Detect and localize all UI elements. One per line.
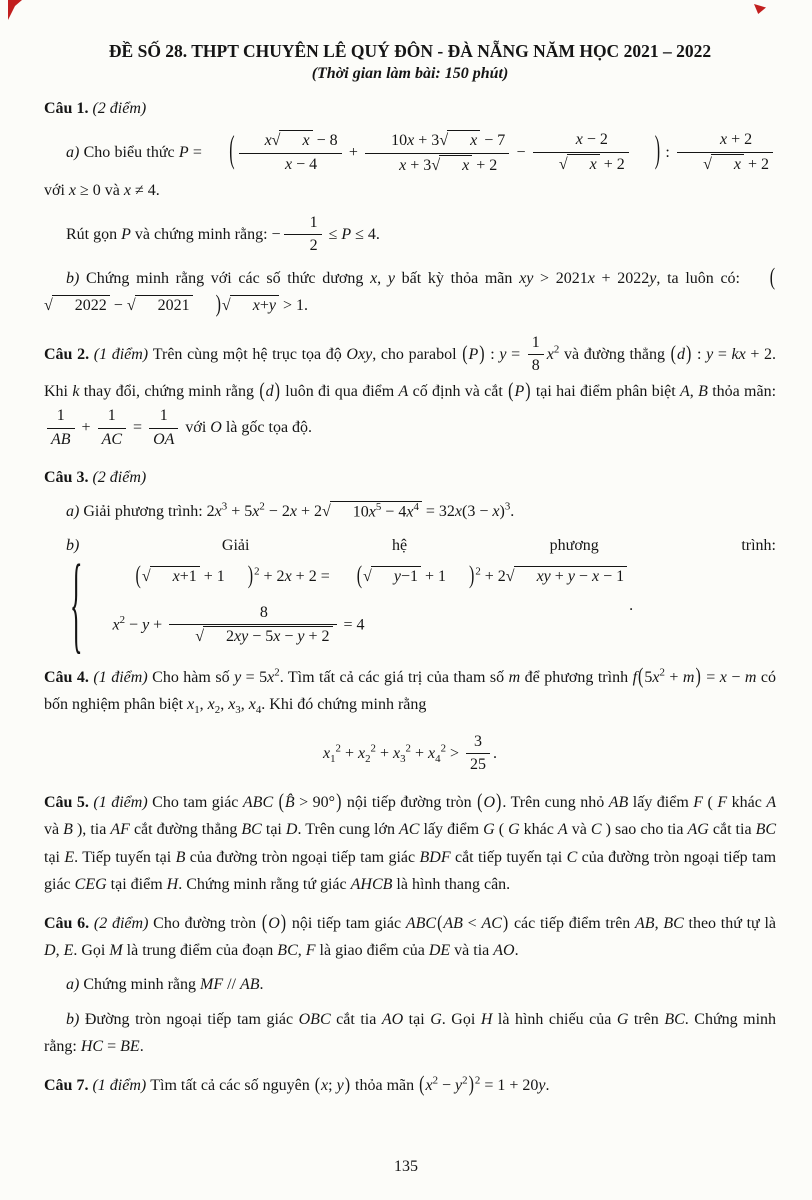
square-root: √ x+y — [222, 297, 279, 314]
math-var: MF — [200, 976, 224, 994]
fraction: $\frac{8}{√ 2xy - 5x - y + 2}$ — [169, 603, 336, 649]
math-var: AB — [240, 976, 260, 994]
superscript: 4 — [413, 500, 419, 513]
math-var: AB — [635, 915, 655, 932]
subscript: 3 — [235, 704, 241, 717]
math-var: x — [492, 503, 500, 521]
math-var: O — [268, 915, 280, 932]
big-delimiter: ) — [469, 561, 475, 589]
cau6b: b) Đường tròn ngoại tiếp tam giác OBC cắt tia AO tại G. Gọi H là hình chiếu của G trên BC. Chứng minh rằng: HC = BE. — [44, 1010, 777, 1055]
math-var: B — [698, 383, 708, 401]
superscript: 2 — [405, 742, 411, 755]
math-var: x — [546, 345, 554, 363]
math-var: y — [455, 1076, 463, 1094]
italic-text: b) — [66, 1010, 85, 1028]
italic-text: (1 điểm) — [93, 345, 153, 363]
math-var: x — [357, 744, 366, 762]
math-var: x — [248, 696, 256, 714]
cau7: Câu 7. (1 điểm) Tìm tất cả các số nguyên (x; y) thỏa mãn $(x^2 - y^2)^2 = 1 + 20y$. — [44, 1072, 776, 1099]
math-var: M — [109, 942, 123, 960]
fraction: $\frac{10x + 3√ x - 7}{x + 3√ x + 2}$ — [365, 130, 509, 177]
math-var: x — [719, 131, 728, 149]
math-var: x — [575, 131, 583, 149]
math-var: A — [766, 794, 777, 812]
math-var: OA — [153, 431, 175, 449]
big-delimiter: ( — [769, 265, 776, 291]
cau3-header — [44, 464, 776, 491]
big-delimiter: ( — [261, 912, 268, 935]
math-var: DE — [428, 942, 451, 960]
superscript: 2 — [659, 666, 665, 679]
big-delimiter: ) — [686, 342, 692, 365]
math-var: A — [557, 821, 568, 839]
big-delimiter: ( — [437, 913, 443, 934]
page-number: 135 — [394, 1158, 418, 1175]
math-var: BE — [120, 1037, 140, 1055]
math-var: y — [649, 270, 657, 288]
math-var: x — [587, 270, 595, 288]
math-var: m — [682, 669, 695, 687]
corner-marker-icon — [754, 4, 766, 14]
math-var: P — [178, 143, 189, 161]
math-var: HC — [80, 1037, 104, 1055]
math-var: kx — [731, 345, 746, 363]
math-var: y — [567, 567, 575, 585]
math-var: P — [341, 225, 352, 243]
superscript: 2 — [474, 1074, 481, 1087]
math-var: x — [470, 131, 478, 149]
italic-text: (2 điểm) — [92, 99, 147, 117]
math-var: Oxy — [346, 345, 373, 363]
math-var: B̂ — [284, 794, 295, 812]
big-delimiter: ) — [280, 912, 287, 935]
math-var: xy — [233, 628, 249, 646]
subscript: 2 — [365, 752, 371, 765]
italic-text: b) — [66, 537, 222, 555]
math-var: x — [289, 503, 297, 521]
square-root: √ x — [272, 132, 313, 149]
math-var: AO — [381, 1010, 404, 1028]
italic-text: (1 điểm) — [92, 1076, 151, 1094]
math-var: AG — [687, 821, 709, 839]
math-var: G — [483, 821, 495, 839]
big-delimiter: ( — [508, 380, 514, 403]
big-delimiter: ) — [479, 342, 485, 365]
bold-text: Câu 7. — [44, 1076, 93, 1094]
italic-text: (2 điểm) — [93, 915, 154, 932]
math-var: y — [268, 297, 276, 315]
bold-text: Câu 1. — [44, 99, 93, 117]
math-var: f — [632, 669, 638, 687]
cau5: Câu 5. (1 điểm) Cho tam giác ABC (B̂ > 90°) nội tiếp đường tròn (O). Trên cung nhỏ AB lấy điểm F ( F khác A và B ), tia AF cắt đường thẳng BC tại D. Trên cung lớn AC lấy điểm G ( G khác A và C ) sao cho tia AG cắt tia BC tại E. Tiếp tuyến tại B của đường tròn ngoại tiếp tam giác BDF cắt tiếp tuyến tại C của đường tròn ngoại tiếp tam giác CEG tại điểm H. Chứng minh rằng tứ giác AHCB là hình thang cân. — [44, 789, 776, 898]
italic-text: b) — [66, 270, 87, 288]
fraction: $\frac{x√ x - 8}{x - 4}$ — [239, 130, 342, 176]
math-var: x — [284, 567, 292, 585]
cau4: Câu 4. (1 điểm) Cho hàm số $y = 5x^2$. Tìm tất cả các giá trị của tham số m để phương trình $f(5x^2 + m) = x - m$ có bốn nghiệm phân biệt $x_1$, $x_2$, $x_3$, $x_4$. Khi đó chứng minh rằng — [44, 664, 776, 718]
math-var: AC — [101, 431, 123, 449]
fraction: $\frac{3}{25}$ — [466, 732, 490, 777]
math-var: C — [590, 821, 602, 839]
cau1a-note: Rút gọn P và chứng minh rằng: − $\frac{1}{2}$ ≤ P ≤ 4. — [44, 212, 776, 259]
math-var: AHCB — [350, 875, 393, 893]
math-var: x — [112, 616, 120, 634]
math-var: B — [63, 821, 73, 839]
big-delimiter: ) — [344, 1074, 351, 1096]
italic-text: a) — [66, 503, 84, 521]
big-delimiter: ( — [135, 561, 141, 589]
square-root: √ 2022 — [44, 297, 110, 314]
fraction: $\frac{x + 2}{√ x + 2}$ — [677, 130, 773, 176]
math-var: G — [430, 1010, 442, 1028]
superscript: 2 — [274, 666, 280, 679]
math-var: BC — [663, 915, 684, 932]
bold-text: Câu 2. — [44, 345, 94, 363]
math-var: x — [406, 503, 414, 521]
math-var: x — [264, 132, 272, 150]
cau6a: a) Chứng minh rằng MF // AB. — [66, 976, 264, 994]
big-delimiter: ( — [419, 1072, 425, 1097]
math-var: F — [693, 794, 704, 812]
math-var: C — [566, 848, 578, 866]
math-var: D — [44, 942, 56, 960]
big-delimiter: ) — [502, 913, 509, 934]
italic-text: a) — [66, 976, 84, 994]
big-delimiter: ( — [638, 665, 644, 690]
equation-system — [46, 542, 627, 665]
math-var: x — [214, 503, 222, 521]
math-var: H — [480, 1010, 493, 1028]
math-var: x — [652, 669, 660, 687]
math-var: x — [273, 628, 281, 646]
math-var: x — [393, 744, 401, 762]
cau3b: b) Giải hệ phương trình: { (√ x+1 + 1 )$^2$ + 2x + 2 = (√ y−1 + 1 )$^2$ + 2√ xy + y − x − 1 $x^2 - y$ + $\frac{8}{√ 2xy - 5x - y + 2}$ = 4 . — [44, 532, 776, 652]
subscript: 1 — [330, 752, 336, 765]
math-var: x — [207, 696, 215, 714]
big-delimiter: ) — [525, 380, 531, 403]
math-var: x — [252, 503, 260, 521]
big-delimiter: ) — [274, 380, 280, 403]
math-var: x — [591, 567, 600, 585]
cau1a: a) Cho biểu thức P = ( $\frac{x√ x - 8}{x - 4}$ + $\frac{10x + 3√ x - 7}{x + 3√ x + 2}$ − $\frac{x - 2}{√ x + 2}$ ) : $\frac{x + 2}{√ x + 2}$ với x ≥ 0 và x ≠ 4. — [44, 129, 776, 205]
superscript: 2 — [462, 1074, 468, 1087]
fraction: $\frac{1}{AC}$ — [98, 406, 126, 451]
math-var: m — [508, 669, 521, 687]
math-var: AC — [399, 821, 420, 839]
corner-marker-icon — [8, 0, 22, 20]
math-var: x — [228, 696, 236, 714]
math-var: E — [64, 848, 75, 866]
square-root: √ x — [703, 156, 744, 173]
math-var: ABC — [242, 794, 274, 812]
superscript: 3 — [504, 500, 511, 513]
subscript: 3 — [400, 752, 406, 765]
big-delimiter: ( — [229, 129, 235, 171]
square-root: √ x+1 — [142, 568, 200, 585]
big-delimiter: ) — [695, 665, 701, 690]
italic-text: (1 điểm) — [93, 669, 153, 687]
equation-row: (√ x+1 + 1 )$^2$ + 2x + 2 = (√ y−1 + 1 )$^2$ + 2√ xy + y − x − 1 — [90, 563, 627, 590]
square-root: √ 2xy − 5x − y + 2 — [195, 628, 332, 645]
square-root: √ x — [559, 156, 600, 173]
big-delimiter: ( — [356, 561, 363, 589]
math-var: F — [717, 794, 728, 812]
math-var: BC — [755, 821, 777, 839]
fraction: $\frac{1}{AB}$ — [47, 406, 75, 451]
big-delimiter: ) — [336, 791, 342, 814]
superscript: 2 — [119, 613, 126, 626]
math-var: AO — [493, 942, 515, 960]
big-delimiter: ( — [259, 380, 265, 403]
math-var: x — [172, 567, 180, 585]
math-var: F — [305, 942, 316, 960]
cau2: Câu 2. (1 điểm) Trên cùng một hệ trục tọa độ Oxy, cho parabol (P) : y = $\frac{1}{8}$ $x^2$ và đường thẳng (d) : y = kx + 2. Khi k thay đổi, chứng minh rằng (d) luôn đi qua điểm A cố định và cắt (P) tại hai điểm phân biệt A, B thỏa mãn: $\frac{1}{AB}$ + $\frac{1}{AC}$ = $\frac{1}{OA}$ với O là gốc tọa độ. — [44, 332, 776, 452]
math-var: x — [302, 132, 310, 150]
math-var: P — [121, 225, 131, 243]
math-var: D — [285, 821, 298, 839]
bold-text: Câu 4. — [44, 669, 94, 687]
big-delimiter: ) — [496, 791, 502, 814]
superscript: 2 — [259, 500, 265, 513]
cau3a: a) Giải phương trình: $2x^3 + 5x^2 - 2x + 2√$ $10x^5 - 4x^4 = 32x(3 - x)^3$. — [66, 500, 515, 521]
cau1b: b) Chứng minh rằng với các số thức dương x, y bất kỳ thỏa mãn xy > 2021x + 2022y, ta luôn có: (√ 2022 − √ 2021 )√ x+y > 1. — [44, 265, 776, 319]
subscript: 1 — [194, 704, 200, 717]
big-delimiter: ( — [670, 342, 676, 365]
math-var: y — [706, 345, 714, 363]
math-var: x — [462, 156, 470, 174]
italic-text: (1 điểm) — [93, 794, 153, 812]
math-var: x — [370, 270, 378, 288]
math-var: OBC — [298, 1010, 331, 1028]
big-delimiter: ) — [247, 561, 254, 589]
math-var: x — [425, 1076, 433, 1094]
superscript: 2 — [432, 1074, 439, 1087]
math-var: x — [285, 156, 293, 174]
math-var: y — [393, 567, 401, 585]
bold-text: Câu 3. — [44, 468, 93, 486]
math-var: AB — [51, 431, 71, 449]
fraction: $\frac{x - 2}{√ x + 2}$ — [533, 130, 629, 176]
math-var: H — [166, 875, 179, 893]
big-delimiter: ) — [215, 292, 221, 318]
math-var: x — [123, 182, 132, 200]
exam-title: ĐỀ SỐ 28. THPT CHUYÊN LÊ QUÝ ĐÔN - ĐÀ NẴNG NĂM HỌC 2021 – 2022 — [108, 41, 712, 61]
math-var: x — [733, 156, 741, 174]
math-var: y — [234, 669, 242, 687]
math-var: y — [142, 616, 150, 634]
italic-text: a) — [66, 143, 84, 161]
superscript: 2 — [370, 742, 376, 755]
math-var: BC — [277, 942, 298, 960]
square-root: √ y−1 — [363, 568, 421, 585]
cau1-header — [44, 95, 776, 122]
subscript: 4 — [255, 704, 262, 717]
math-var: BC — [241, 821, 262, 839]
math-var: x — [252, 297, 260, 315]
math-var: x — [589, 156, 597, 174]
fraction: $\frac{1}{8}$ — [528, 333, 544, 378]
subscript: 2 — [214, 704, 221, 717]
math-var: x — [428, 744, 436, 762]
equation-row: $x^2 - y$ + $\frac{8}{√ 2xy - 5x - y + 2}$ = 4 — [90, 602, 364, 650]
math-var: x — [368, 503, 376, 521]
math-var: y — [336, 1076, 344, 1094]
square-root: √ x — [431, 157, 472, 174]
math-var: x — [454, 503, 463, 521]
math-var: G — [616, 1010, 629, 1028]
math-var: x — [407, 131, 415, 149]
math-var: d — [265, 383, 274, 401]
square-root: √ 2021 — [127, 297, 193, 314]
math-var: P — [468, 345, 479, 363]
big-delimiter: ( — [314, 1074, 321, 1096]
math-var: AB — [443, 915, 463, 932]
math-var: y — [387, 270, 395, 288]
math-var: BDF — [419, 848, 451, 866]
math-var: y — [499, 345, 507, 363]
square-root: √ xy + y − x − 1 — [506, 568, 627, 585]
italic-text: (2 điểm) — [92, 468, 147, 486]
big-delimiter: ( — [278, 791, 284, 814]
big-delimiter: ) — [468, 1072, 474, 1097]
math-var: x — [719, 669, 727, 687]
math-var: y — [297, 628, 305, 646]
big-delimiter: ) — [654, 129, 661, 171]
superscript: 2 — [553, 343, 560, 356]
math-var: G — [508, 821, 520, 839]
math-var: B — [175, 848, 186, 866]
math-var: x — [322, 744, 331, 762]
cau4-inequality: $x_1^2 + x_2^2 + x_3^2 + x_4^2$ > $\frac{3}{25}$ . — [44, 731, 776, 778]
fraction: $\frac{1}{OA}$ — [149, 406, 178, 451]
math-var: m — [744, 669, 757, 687]
math-var: x — [399, 156, 407, 174]
fraction: $\frac{1}{2}$ — [284, 213, 322, 258]
subscript: 4 — [435, 752, 441, 765]
math-var: BC — [664, 1010, 685, 1028]
math-var: O — [210, 419, 222, 437]
math-var: AF — [110, 821, 130, 839]
math-var: ABC — [405, 915, 437, 932]
superscript: 2 — [335, 742, 341, 755]
big-delimiter: ( — [462, 342, 468, 365]
superscript: 2 — [475, 565, 481, 578]
math-var: AB — [608, 794, 629, 812]
math-var: xy — [519, 270, 534, 288]
cau6: Câu 6. (2 điểm) Cho đường tròn (O) nội tiếp tam giác ABC(AB < AC) các tiếp điểm trên AB, BC theo thứ tự là D, E. Gọi M là trung điểm của đoạn BC, F là giao điểm của DE và tia AO. — [44, 910, 776, 964]
math-var: AC — [481, 915, 502, 932]
square-root: √ x — [439, 132, 480, 149]
math-var: P — [514, 383, 525, 401]
superscript: 2 — [254, 565, 260, 578]
math-var: A — [680, 383, 690, 401]
math-var: k — [72, 383, 80, 401]
math-var: d — [677, 345, 685, 363]
math-var: A — [398, 383, 409, 401]
superscript: 3 — [221, 500, 228, 513]
math-var: x — [267, 669, 275, 687]
math-var: x — [68, 182, 77, 200]
exam-subtitle: (Thời gian làm bài: 150 phút) — [311, 64, 509, 82]
math-var: O — [483, 794, 496, 812]
exam-body — [44, 95, 776, 1100]
math-var: x — [321, 1076, 329, 1094]
math-var: x — [187, 696, 195, 714]
bold-text: Câu 6. — [44, 915, 94, 932]
math-var: CEG — [74, 875, 107, 893]
system-brace: { — [70, 542, 83, 665]
square-root: √ $10x^5 - 4x^4$ — [322, 503, 422, 520]
superscript: 2 — [440, 742, 446, 755]
math-var: E — [63, 942, 74, 960]
math-var: y — [538, 1076, 546, 1094]
superscript: 5 — [375, 500, 382, 513]
math-var: xy — [536, 567, 551, 585]
big-delimiter: ( — [477, 791, 483, 814]
bold-text: Câu 5. — [44, 794, 94, 812]
